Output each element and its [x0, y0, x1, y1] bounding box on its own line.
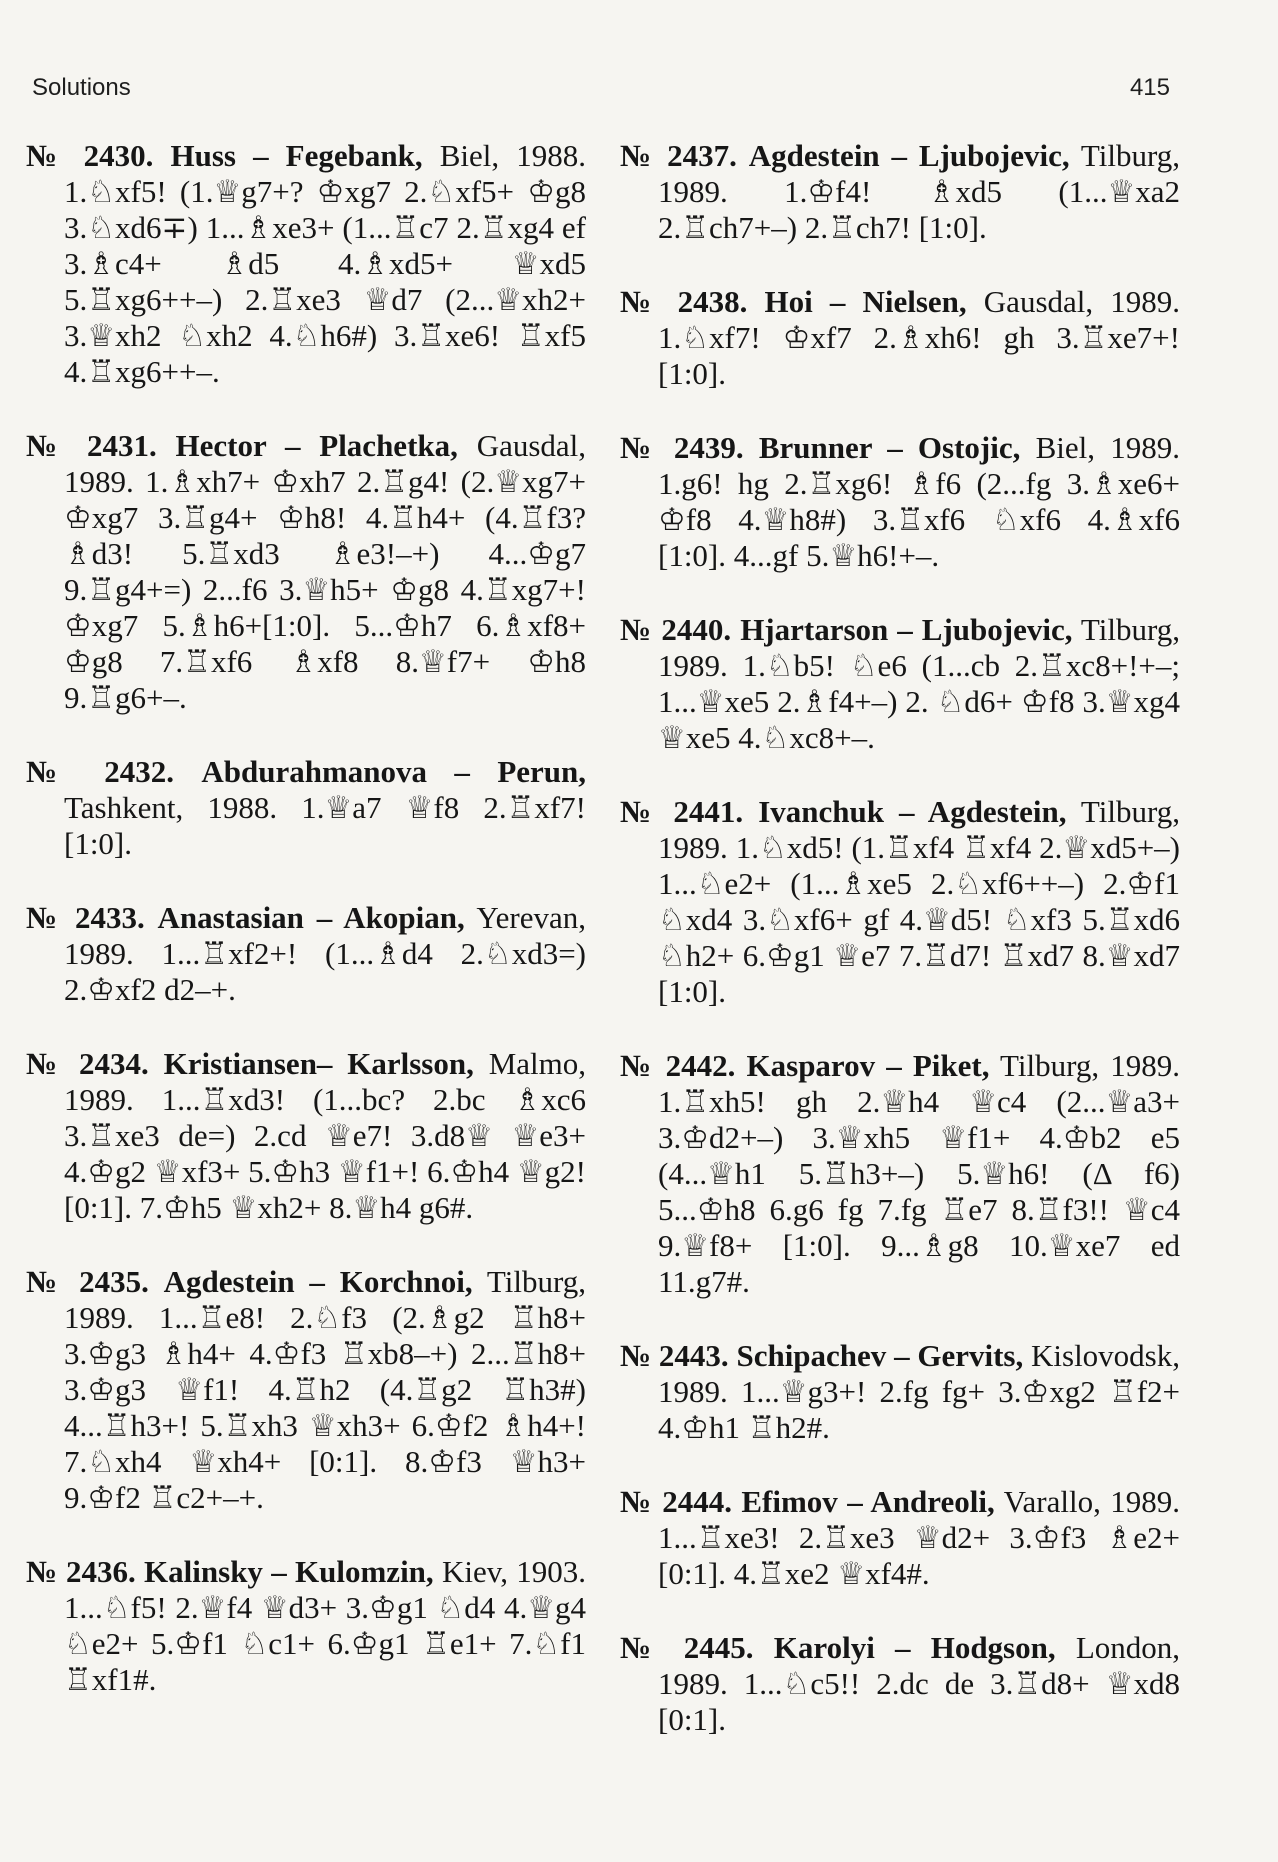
problem-number: № 2438.: [620, 284, 748, 319]
event-info: Kislovodsk, 1989.: [658, 1338, 1180, 1409]
event-info: Gausdal, 1989.: [983, 284, 1180, 319]
problem-number: № 2430.: [26, 138, 154, 173]
player-names: Huss – Fegebank,: [170, 138, 423, 173]
event-info: Varallo, 1989.: [1003, 1484, 1181, 1519]
player-names: Kasparov – Piket,: [746, 1048, 990, 1083]
player-names: Karolyi – Hodgson,: [773, 1630, 1056, 1665]
left-column: [26, 138, 586, 1736]
event-info: Biel, 1989.: [1035, 430, 1181, 465]
solution-entry: [26, 1264, 586, 1516]
section-title: Solutions: [32, 74, 131, 101]
problem-number: № 2439.: [620, 430, 744, 465]
player-names: Schipachev – Gervits,: [736, 1338, 1024, 1373]
event-info: Tilburg, 1989.: [64, 1264, 587, 1335]
problem-number: № 2434.: [26, 1046, 149, 1081]
solution-moves: 1.♘xd5! (1.♖xf4 ♖xf4 2.♕xd5+–) 1...♘e2+ (1...♗xe5 2.♘xf6++–) 2.♔f1 ♘xd4 3.♘xf6+ gf 4.♕d5! ♘xf3 5.♖xd6 ♘h2+ 6.♔g1 ♕e7 7.♖d7! ♖xd7 8.♕xd7 [1:0].: [658, 830, 1181, 1009]
event-info: London, 1989.: [658, 1630, 1181, 1701]
solution-moves: 1.♕a7 ♕f8 2.♖xf7! [1:0].: [64, 790, 587, 861]
solution-entry: [26, 1554, 586, 1698]
solution-moves: 1...♖xf2+! (1...♗d4 2.♘xd3=) 2.♔xf2 d2–+.: [64, 936, 587, 1007]
solution-entry: [620, 1338, 1180, 1446]
problem-number: № 2441.: [620, 794, 744, 829]
player-names: Ivanchuk – Agdestein,: [758, 794, 1067, 829]
player-names: Anastasian – Akopian,: [157, 900, 465, 935]
problem-number: № 2437.: [620, 138, 737, 173]
page-number: 415: [1129, 74, 1170, 101]
solution-entry: [620, 430, 1180, 574]
solution-entry: [26, 754, 586, 862]
solution-entry: [26, 1046, 586, 1226]
solution-moves: 1...♖e8! 2.♘f3 (2.♗g2 ♖h8+ 3.♔g3 ♗h4+ 4.♔f3 ♖xb8–+) 2...♖h8+ 3.♔g3 ♕f1! 4.♖h2 (4.♖g2 ♖h3#) 4...♖h3+! 5.♖xh3 ♕xh3+ 6.♔f2 ♗h4+! 7.♘xh4 ♕xh4+ [0:1]. 8.♔f3 ♕h3+ 9.♔f2 ♖c2+–+.: [64, 1300, 586, 1515]
problem-number: № 2444.: [620, 1484, 732, 1519]
solution-entry: [620, 284, 1180, 392]
event-info: Tashkent, 1988.: [64, 790, 278, 825]
solution-entry: [620, 794, 1180, 1010]
event-info: Malmo, 1989.: [64, 1046, 586, 1117]
problem-number: № 2431.: [26, 428, 157, 463]
solution-entry: [26, 900, 586, 1008]
solution-entry: [620, 1048, 1180, 1300]
event-info: Tilburg, 1989.: [658, 612, 1181, 683]
solution-moves: 1...♖xd3! (1...bc? 2.bc ♗xc6 3.♖xe3 de=) 2.cd ♕e7! 3.d8♕ ♕e3+ 4.♔g2 ♕xf3+ 5.♔h3 ♕f1+! 6.♔h4 ♕g2! [0:1]. 7.♔h5 ♕xh2+ 8.♕h4 g6#.: [64, 1082, 587, 1225]
problem-number: № 2440.: [620, 612, 732, 647]
problem-number: № 2445.: [620, 1630, 754, 1665]
solution-entry: [620, 1630, 1180, 1738]
player-names: Brunner – Ostojic,: [758, 430, 1021, 465]
player-names: Kristiansen– Karlsson,: [163, 1046, 474, 1081]
solution-entry: [620, 138, 1180, 246]
player-names: Hoi – Nielsen,: [764, 284, 967, 319]
solution-moves: 1.♘xf5! (1.♕g7+? ♔xg7 2.♘xf5+ ♔g8 3.♘xd6∓) 1...♗xe3+ (1...♖c7 2.♖xg4 ef 3.♗c4+ ♗d5 4.♗xd5+ ♕xd5 5.♖xg6++–) 2.♖xe3 ♕d7 (2...♕xh2+ 3.♕xh2 ♘xh2 4.♘h6#) 3.♖xe6! ♖xf5 4.♖xg6++–.: [64, 174, 586, 389]
solution-moves: 1...♘c5!! 2.dc de 3.♖d8+ ♕xd8 [0:1].: [658, 1666, 1181, 1737]
right-column: [620, 138, 1180, 1776]
solution-moves: 1...♘f5! 2.♕f4 ♕d3+ 3.♔g1 ♘d4 4.♕g4 ♘e2+ 5.♔f1 ♘c1+ 6.♔g1 ♖e1+ 7.♘f1 ♖xf1#.: [64, 1590, 586, 1697]
problem-number: № 2433.: [26, 900, 145, 935]
event-info: Yerevan, 1989.: [64, 900, 586, 971]
player-names: Hector – Plachetka,: [175, 428, 458, 463]
solution-moves: 1.♔f4! ♗xd5 (1...♕xa2 2.♖ch7+–) 2.♖ch7! [1:0].: [658, 174, 1181, 245]
player-names: Efimov – Andreoli,: [741, 1484, 995, 1519]
solution-moves: 1.♘xf7! ♔xf7 2.♗xh6! gh 3.♖xe7+! [1:0].: [658, 320, 1180, 391]
problem-number: № 2432.: [26, 754, 174, 789]
solution-entry: [620, 612, 1180, 756]
player-names: Abdurahmanova – Perun,: [201, 754, 587, 789]
running-head: [32, 74, 1170, 108]
solution-moves: 1.g6! hg 2.♖xg6! ♗f6 (2...fg 3.♗xe6+ ♔f8 4.♕h8#) 3.♖xf6 ♘xf6 4.♗xf6 [1:0]. 4...gf 5.♕h6!+–.: [658, 466, 1180, 573]
player-names: Hjartarson – Ljubojevic,: [740, 612, 1073, 647]
solution-entry: [26, 428, 586, 716]
event-info: Gausdal, 1989.: [64, 428, 587, 499]
event-info: Tilburg, 1989.: [1000, 1048, 1180, 1083]
problem-number: № 2435.: [26, 1264, 149, 1299]
solution-moves: 1.♘b5! ♘e6 (1...cb 2.♖xc8+!+–; 1...♕xe5 2.♗f4+–) 2. ♘d6+ ♔f8 3.♕xg4 ♕xe5 4.♘xc8+–.: [658, 648, 1180, 755]
event-info: Tilburg, 1989.: [658, 794, 1180, 865]
player-names: Agdestein – Ljubojevic,: [748, 138, 1070, 173]
solution-moves: 1...♖xe3! 2.♖xe3 ♕d2+ 3.♔f3 ♗e2+ [0:1]. 4.♖xe2 ♕xf4#.: [658, 1520, 1180, 1591]
solution-moves: 1...♕g3+! 2.fg fg+ 3.♔xg2 ♖f2+ 4.♔h1 ♖h2#.: [658, 1374, 1181, 1445]
solution-entry: [620, 1484, 1180, 1592]
solution-entry: [26, 138, 586, 390]
problem-number: № 2442.: [620, 1048, 736, 1083]
event-info: Biel, 1988.: [439, 138, 586, 173]
event-info: Tilburg, 1989.: [658, 138, 1181, 209]
player-names: Kalinsky – Kulomzin,: [144, 1554, 434, 1589]
problem-number: № 2443.: [620, 1338, 729, 1373]
player-names: Agdestein – Korchnoi,: [163, 1264, 473, 1299]
solution-moves: 1.♖xh5! gh 2.♕h4 ♕c4 (2...♕a3+ 3.♔d2+–) 3.♕xh5 ♕f1+ 4.♔b2 e5 (4...♕h1 5.♖h3+–) 5.♕h6! (Δ f6) 5...♔h8 6.g6 fg 7.fg ♖e7 8.♖f3!! ♕c4 9.♕f8+ [1:0]. 9...♗g8 10.♕xe7 ed 11.g7#.: [658, 1084, 1180, 1299]
problem-number: № 2436.: [26, 1554, 136, 1589]
solution-moves: 1.♗xh7+ ♔xh7 2.♖g4! (2.♕xg7+ ♔xg7 3.♖g4+ ♔h8! 4.♖h4+ (4.♖f3? ♗d3! 5.♖xd3 ♗e3!–+) 4...♔g7 9.♖g4+=) 2...f6 3.♕h5+ ♔g8 4.♖xg7+! ♔xg7 5.♗h6+[1:0]. 5...♔h7 6.♗xf8+ ♔g8 7.♖xf6 ♗xf8 8.♕f7+ ♔h8 9.♖g6+–.: [64, 464, 587, 715]
event-info: Kiev, 1903.: [441, 1554, 587, 1589]
